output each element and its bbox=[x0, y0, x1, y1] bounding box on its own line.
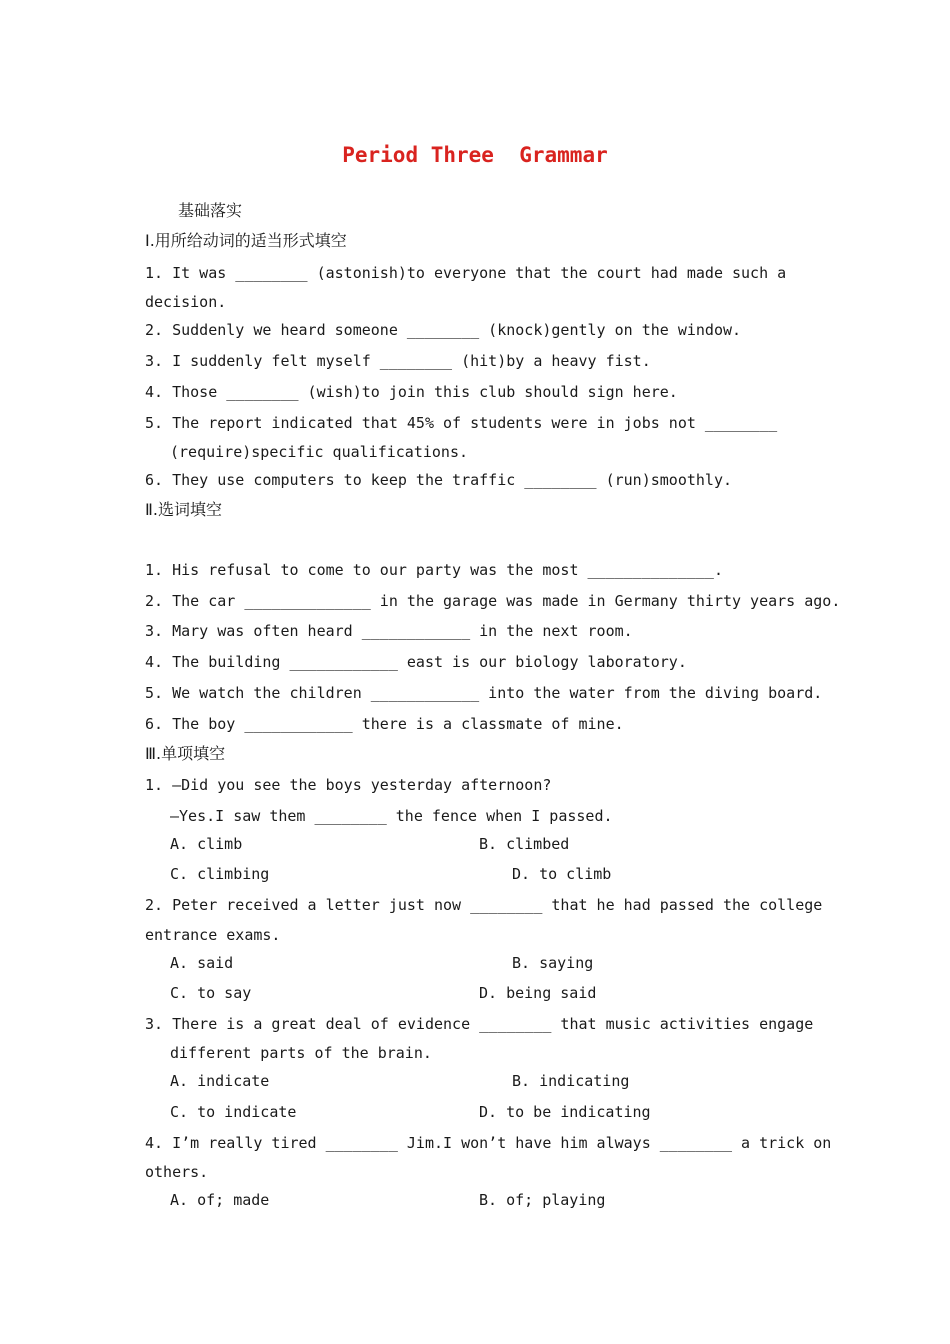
option-d: D. to climb bbox=[512, 865, 612, 883]
question-line: 6. They use computers to keep the traffic ________ (run)smoothly. bbox=[145, 471, 732, 489]
question-line: 3. There is a great deal of evidence ________ that music activities engage bbox=[145, 1015, 814, 1033]
question-line: entrance exams. bbox=[145, 926, 281, 944]
option-a: A. indicate bbox=[170, 1072, 270, 1090]
question-line: —Yes.I saw them ________ the fence when I passed. bbox=[170, 807, 613, 825]
option-a: A. of; made bbox=[170, 1191, 270, 1209]
option-d: D. to be indicating bbox=[479, 1103, 651, 1121]
question-line: (require)specific qualifications. bbox=[170, 443, 469, 461]
option-a: A. said bbox=[170, 954, 234, 972]
option-d: D. being said bbox=[479, 984, 597, 1002]
option-c: C. to say bbox=[170, 984, 252, 1002]
section-3-heading: Ⅲ.单项填空 bbox=[145, 744, 226, 763]
question-line: 4. The building ____________ east is our biology laboratory. bbox=[145, 653, 687, 671]
page-title: Period Three Grammar bbox=[342, 143, 608, 167]
question-line: others. bbox=[145, 1163, 209, 1181]
question-line: 4. Those ________ (wish)to join this club should sign here. bbox=[145, 383, 678, 401]
option-b: B. climbed bbox=[479, 835, 570, 853]
question-line: 3. Mary was often heard ____________ in the next room. bbox=[145, 622, 633, 640]
option-c: C. to indicate bbox=[170, 1103, 297, 1121]
option-b: B. saying bbox=[512, 954, 594, 972]
question-line: 5. We watch the children ____________ into the water from the diving board. bbox=[145, 684, 823, 702]
question-line: 6. The boy ____________ there is a classmate of mine. bbox=[145, 715, 624, 733]
question-line: 1. His refusal to come to our party was the most ______________. bbox=[145, 561, 723, 579]
subtitle: 基础落实 bbox=[178, 201, 243, 220]
section-2-heading: Ⅱ.选词填空 bbox=[145, 500, 222, 519]
question-line: 2. Peter received a letter just now ________ that he had passed the college bbox=[145, 896, 823, 914]
question-line: 1. It was ________ (astonish)to everyone that the court had made such a bbox=[145, 264, 787, 282]
section-1-heading: Ⅰ.用所给动词的适当形式填空 bbox=[145, 231, 347, 250]
question-line: 1. —Did you see the boys yesterday afternoon? bbox=[145, 776, 552, 794]
question-line: 3. I suddenly felt myself ________ (hit)by a heavy fist. bbox=[145, 352, 651, 370]
option-c: C. climbing bbox=[170, 865, 270, 883]
option-b: B. of; playing bbox=[479, 1191, 606, 1209]
question-line: 2. The car ______________ in the garage was made in Germany thirty years ago. bbox=[145, 592, 841, 610]
question-line: 4. I’m really tired ________ Jim.I won’t have him always ________ a trick on bbox=[145, 1134, 832, 1152]
question-line: decision. bbox=[145, 293, 227, 311]
question-line: 2. Suddenly we heard someone ________ (knock)gently on the window. bbox=[145, 321, 742, 339]
option-b: B. indicating bbox=[512, 1072, 630, 1090]
option-a: A. climb bbox=[170, 835, 243, 853]
question-line: different parts of the brain. bbox=[170, 1044, 432, 1062]
question-line: 5. The report indicated that 45% of students were in jobs not ________ bbox=[145, 414, 778, 432]
